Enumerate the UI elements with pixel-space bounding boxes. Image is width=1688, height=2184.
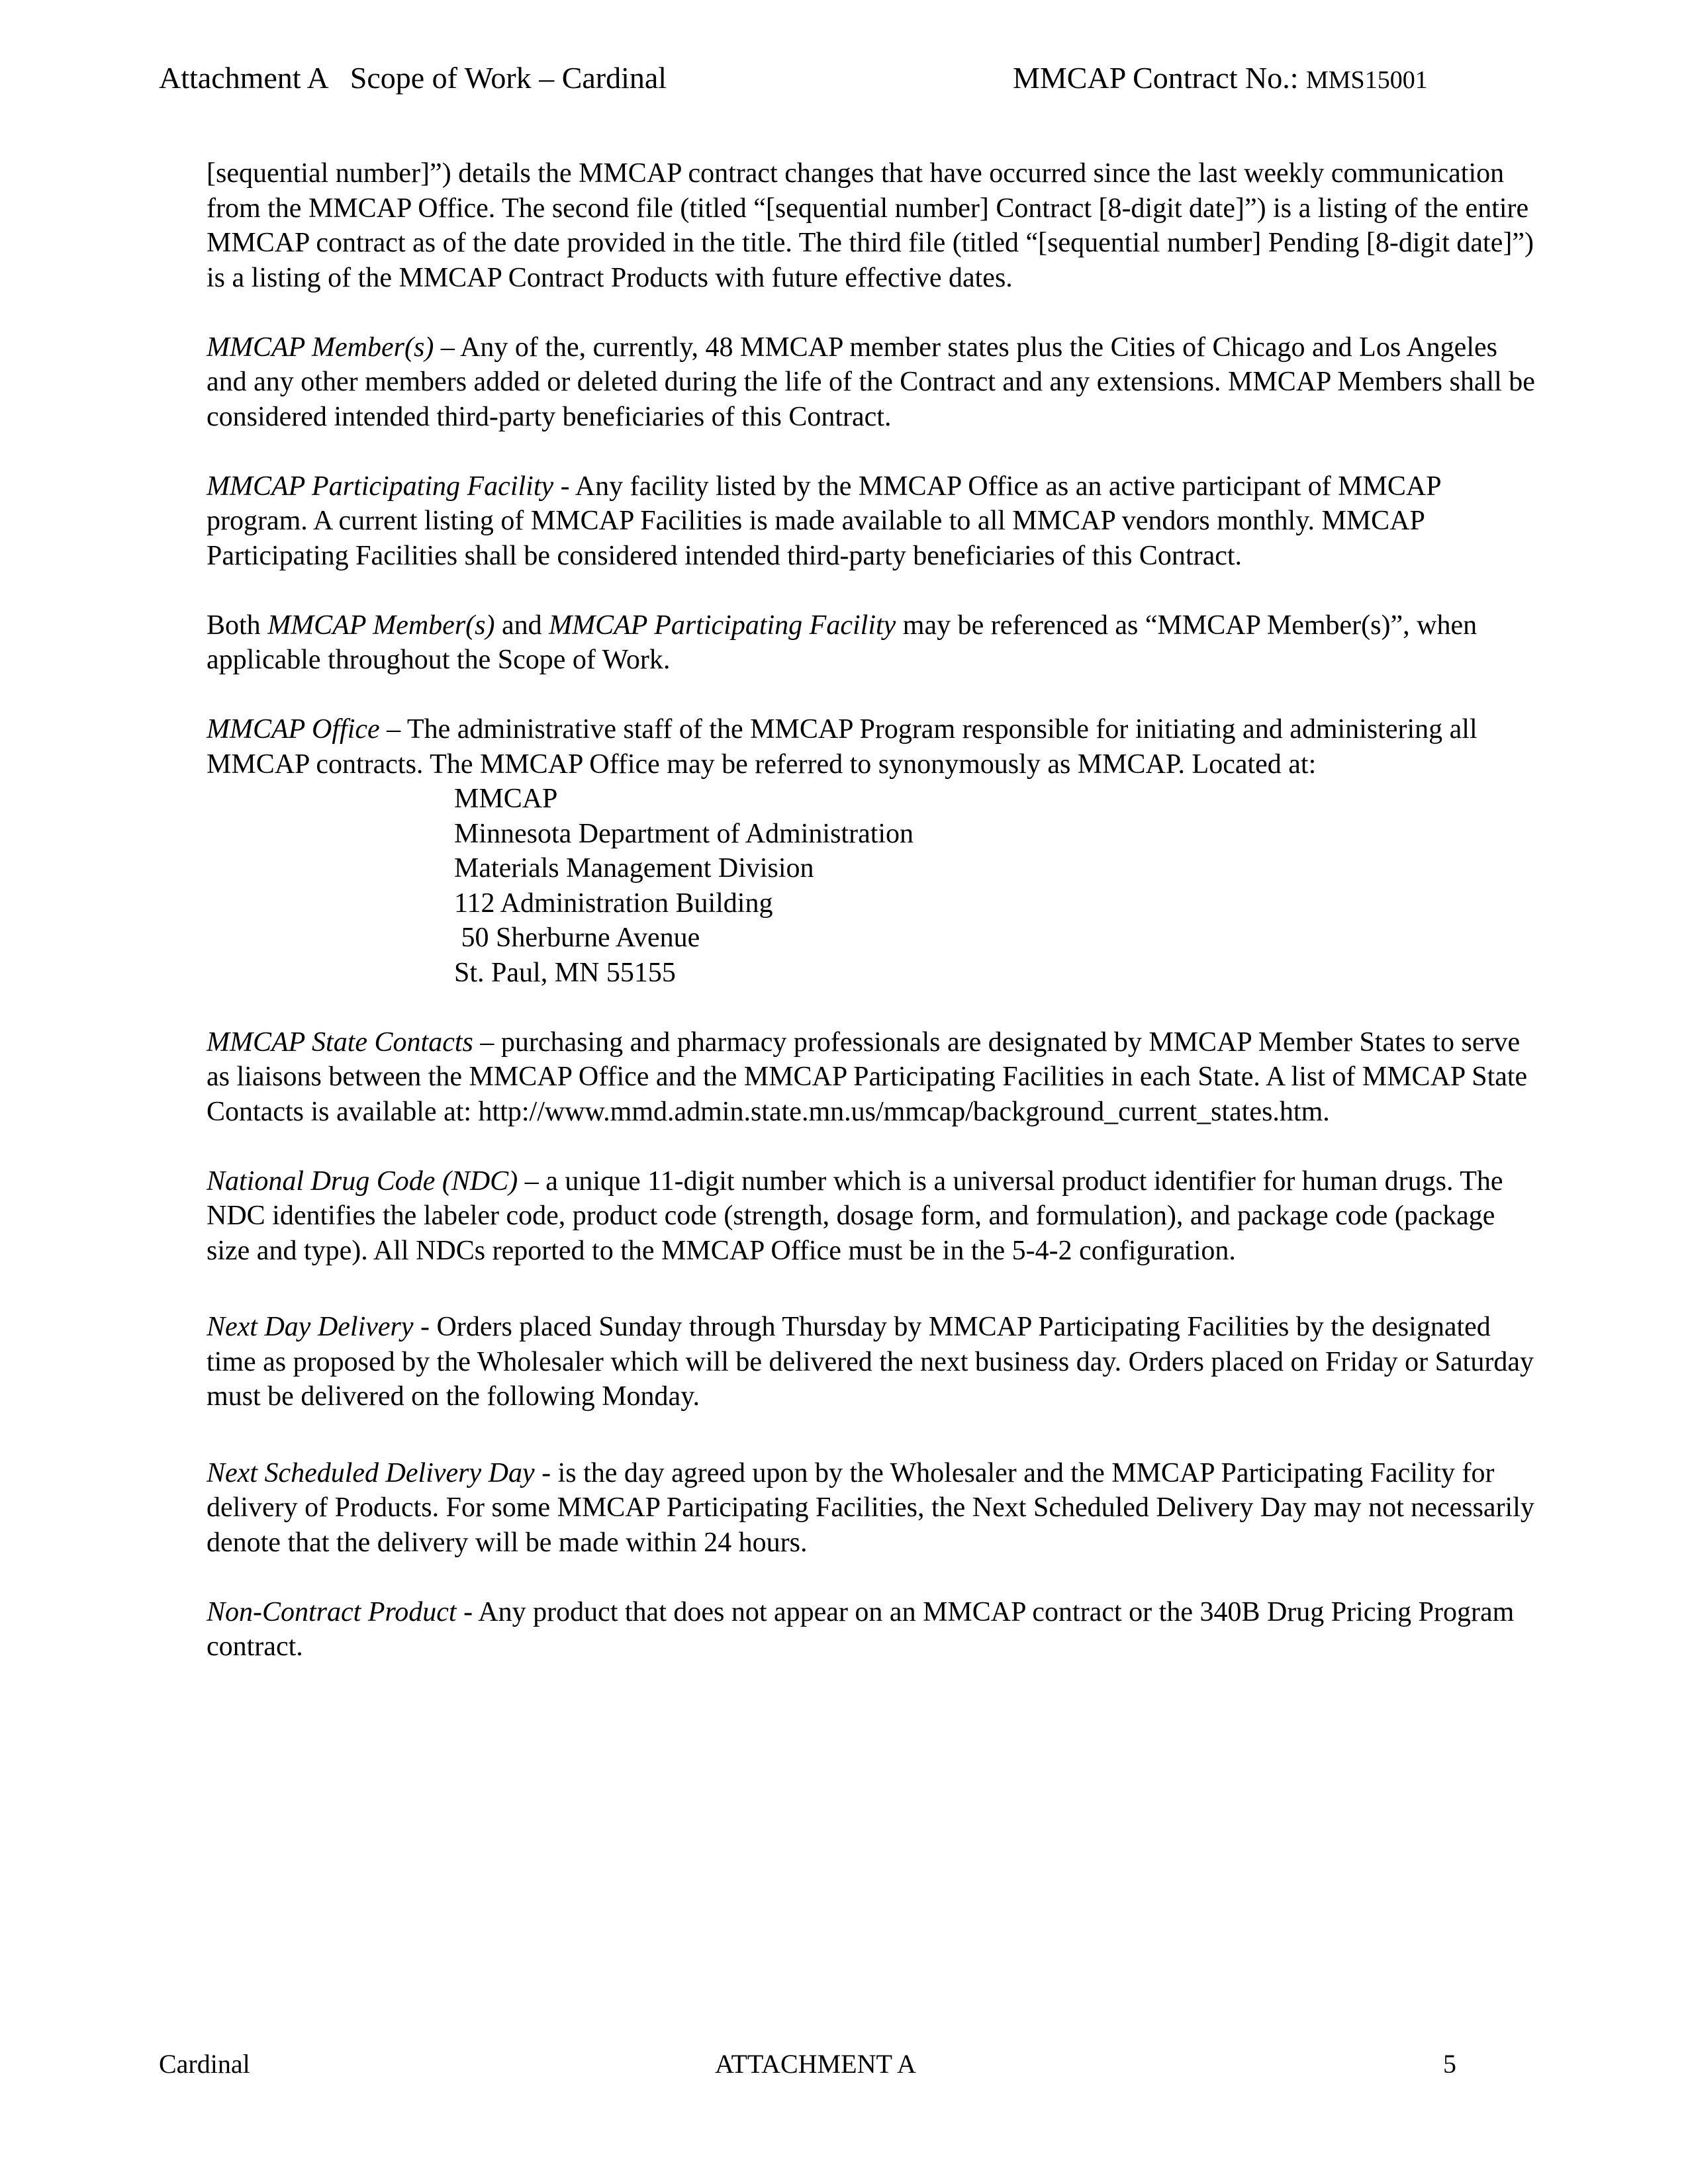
definition-text: – a unique 11-digit number which is a universal product identifier for human drugs. The NDC identifies the labeler code, product code (strength, dosage form, and formulation), and package code (package size and type). All NDCs reported to the MMCAP Office must be in the 5-4-2 configuration. [207, 1165, 1503, 1266]
definition-text: – purchasing and pharmacy professionals are designated by MMCAP Member States to serve as liaisons between the MMCAP Office and the MMCAP Participating Facilities in each State. A list of MMCAP State Contacts is available at: http://www.mmd.admin.state.mn.us/mmcap/background_current_states.htm. [207, 1026, 1528, 1127]
definition-term: MMCAP Member(s) [207, 332, 434, 363]
address-line: 50 Sherburne Avenue [454, 923, 700, 953]
definition-state-contacts [207, 1025, 1537, 1130]
footer-attachment: ATTACHMENT A [715, 2049, 916, 2079]
definition-text: - is the day agreed upon by the Wholesaler and the MMCAP Participating Facility for delivery of Products. For some MMCAP Participating Facilities, the Next Scheduled Delivery Day may not necessarily denote that the delivery will be made within 24 hours. [207, 1457, 1534, 1558]
address-line: St. Paul, MN 55155 [454, 957, 676, 988]
text-suffix: may be referenced as “MMCAP Member(s)”, when applicable throughout the Scope of Work. [207, 610, 1477, 675]
definition-term: MMCAP State Contacts [207, 1026, 473, 1058]
definition-text: – The administrative staff of the MMCAP Program responsible for initiating and administering all MMCAP contracts. The MMCAP Office may be referred to synonymously as MMCAP. Located at: [207, 714, 1477, 780]
definition-term: MMCAP Office [207, 714, 380, 745]
definition-term: MMCAP Participating Facility [207, 471, 554, 502]
definition-term: Next Scheduled Delivery Day [207, 1457, 535, 1488]
header-title: Attachment A Scope of Work – Cardinal [159, 61, 667, 95]
text-mid: and [494, 610, 549, 641]
definition-mmcap-members [207, 330, 1537, 435]
page-header [159, 58, 1476, 98]
definition-non-contract-product [207, 1595, 1537, 1664]
definition-participating-facility [207, 469, 1537, 574]
paragraph-text: [sequential number]”) details the MMCAP contract changes that have occurred since the last weekly communication from the MMCAP Office. The second file (titled “[sequential number] Contract [8-digit date]”) is a listing of the entire MMCAP contract as of the date provided in the title. The third file (titled “[sequential number] Pending [8-digit date]”) is a listing of the MMCAP Contract Products with future effective dates. [207, 158, 1534, 293]
paragraph-both-terms [207, 608, 1537, 678]
address-line: Materials Management Division [454, 853, 814, 884]
definition-next-day-delivery [207, 1310, 1537, 1414]
address-line: Minnesota Department of Administration [454, 818, 914, 849]
definition-term: Next Day Delivery [207, 1312, 414, 1342]
paragraph-continuation [207, 156, 1537, 295]
text-prefix: Both [207, 610, 268, 641]
contract-label: MMCAP Contract No.: [1013, 61, 1299, 95]
definition-mmcap-office [207, 712, 1537, 782]
definition-term: National Drug Code (NDC) [207, 1165, 518, 1197]
definition-text: – Any of the, currently, 48 MMCAP member states plus the Cities of Chicago and Los Angeles and any other members added or deleted during the life of the Contract and any extensions. MMCAP Members shall be considered intended third-party beneficiaries of this Contract. [207, 332, 1535, 432]
definition-text: - Any facility listed by the MMCAP Office as an active participant of MMCAP program. A current listing of MMCAP Facilities is made available to all MMCAP vendors monthly. MMCAP Participating Facilities shall be considered intended third-party beneficiaries of this Contract. [207, 471, 1441, 571]
definition-ndc [207, 1164, 1537, 1269]
definition-term: Non-Contract Product [207, 1596, 457, 1627]
definition-next-scheduled-delivery-day [207, 1456, 1537, 1561]
definition-text: - Any product that does not appear on an MMCAP contract or the 340B Drug Pricing Program contract. [207, 1596, 1515, 1662]
footer-vendor: Cardinal [159, 2049, 250, 2079]
document-body [207, 156, 1537, 1699]
address-line: MMCAP [454, 784, 558, 814]
header-contract [1013, 58, 1428, 100]
page-number: 5 [1443, 2049, 1456, 2079]
term-members: MMCAP Member(s) [267, 610, 495, 641]
address-line: 112 Administration Building [454, 887, 773, 919]
term-facility: MMCAP Participating Facility [549, 610, 896, 641]
contract-number: MMS15001 [1305, 66, 1428, 94]
office-address [454, 782, 1537, 990]
page-footer [159, 2048, 1483, 2081]
definition-text: - Orders placed Sunday through Thursday by MMCAP Participating Facilities by the designated time as proposed by the Wholesaler which will be delivered the next business day. Orders placed on Friday or Saturday must be delivered on the following Monday. [207, 1312, 1534, 1412]
